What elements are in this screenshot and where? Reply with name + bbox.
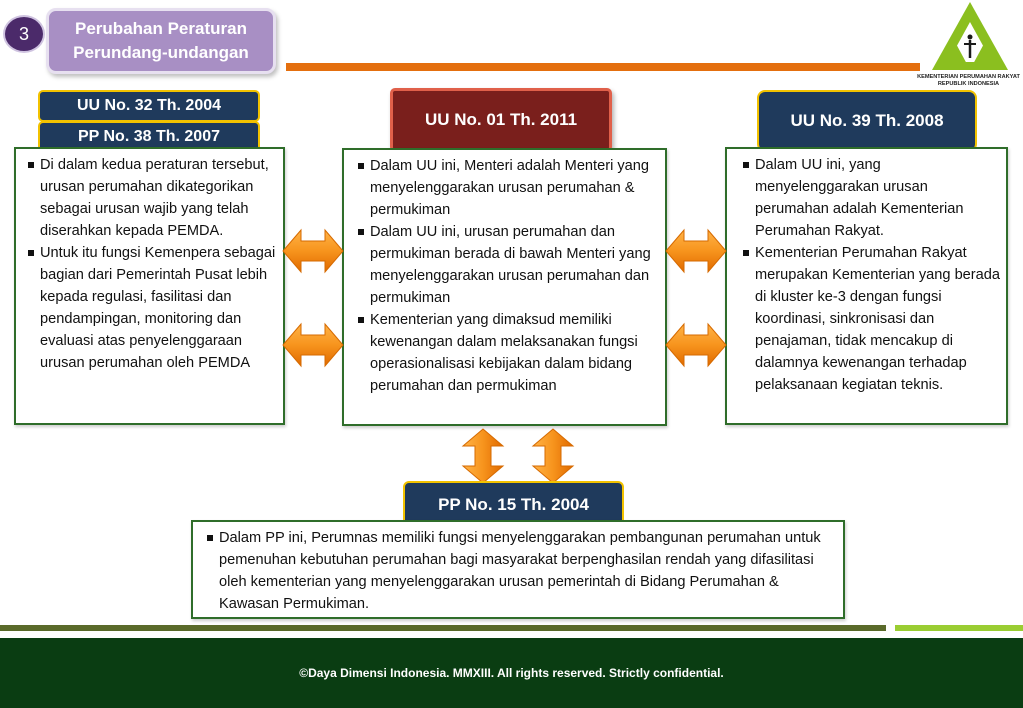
double-arrow-vertical-left-icon bbox=[461, 428, 505, 484]
title-divider-line bbox=[286, 63, 920, 71]
footer-copyright: ©Daya Dimensi Indonesia. MMXIII. All rights reserved. Strictly confidential. bbox=[299, 666, 724, 680]
slide-number: 3 bbox=[18, 23, 29, 44]
double-arrow-center-right-top-icon bbox=[664, 224, 728, 278]
footer-bar-green bbox=[895, 625, 1023, 631]
double-arrow-vertical-right-icon bbox=[531, 428, 575, 484]
center-item: Dalam UU ini, Menteri adalah Menteri yang menyelenggarakan urusan perumahan & permukiman bbox=[354, 155, 659, 221]
slide-number-badge bbox=[3, 15, 45, 53]
slide-title-line1: Perubahan Peraturan bbox=[75, 19, 247, 38]
right-content-box bbox=[725, 147, 1008, 425]
center-item: Dalam UU ini, urusan perumahan dan permukiman berada di bawah Menteri yang menyelenggarakan urusan perumahan dan permukiman bbox=[354, 221, 659, 309]
center-header-uu01 bbox=[390, 88, 612, 152]
bottom-header-text: PP No. 15 Th. 2004 bbox=[438, 495, 589, 514]
left-item: Untuk itu fungsi Kemenpera sebagai bagian dari Pemerintah Pusat lebih kepada regulasi, fasilitasi dan pendampingan, monitoring dan evaluasi atas penyelenggaraan urusan perumahan oleh PEMDA bbox=[24, 242, 277, 374]
left-header2-text: PP No. 38 Th. 2007 bbox=[78, 128, 220, 145]
center-header-text: UU No. 01 Th. 2011 bbox=[424, 110, 578, 129]
left-header1-text: UU No. 32 Th. 2004 bbox=[76, 97, 222, 114]
bottom-content-box bbox=[191, 520, 845, 619]
left-content-box bbox=[14, 147, 285, 425]
right-header-text: UU No. 39 Th. 2008 bbox=[790, 111, 944, 130]
footer bbox=[0, 638, 1023, 708]
right-item: Kementerian Perumahan Rakyat merupakan Kementerian yang berada di kluster ke-3 dengan fungsi koordinasi, sinkronisasi dan penajaman, tidak mencakup di dalamnya kewenangan terhadap pelaksanaan kegiatan teknis. bbox=[739, 242, 1000, 396]
left-header-uu32 bbox=[38, 90, 260, 122]
left-item: Di dalam kedua peraturan tersebut, urusan perumahan dikategorikan sebagai urusan wajib yang telah diserahkan kepada PEMDA. bbox=[24, 154, 277, 242]
double-arrow-left-center-top-icon bbox=[281, 224, 345, 278]
slide-title-box bbox=[46, 8, 276, 74]
right-item: Dalam UU ini, yang menyelenggarakan urusan perumahan adalah Kementerian Perumahan Rakyat. bbox=[739, 154, 1000, 242]
double-arrow-left-center-bottom-icon bbox=[281, 318, 345, 372]
center-item: Kementerian yang dimaksud memiliki kewenangan dalam melaksanakan fungsi operasionalisasi kebijakan dalam bidang perumahan dan permukiman bbox=[354, 309, 659, 397]
footer-bar-olive bbox=[0, 625, 886, 631]
ministry-logo-text bbox=[914, 74, 1023, 88]
slide-title-line2: Perundang-undangan bbox=[73, 43, 249, 62]
double-arrow-center-right-bottom-icon bbox=[664, 318, 728, 372]
bottom-item: Dalam PP ini, Perumnas memiliki fungsi menyelenggarakan pembangunan perumahan untuk pemenuhan kebutuhan perumahan bagi masyarakat berpenghasilan rendah yang difasilitasi oleh kementerian yang menyelenggarakan urusan pemerintah di Bidang Perumahan & Kawasan Permukiman. bbox=[203, 527, 837, 615]
center-content-box bbox=[342, 148, 667, 426]
logo-line1: KEMENTERIAN PERUMAHAN RAKYAT bbox=[917, 74, 1020, 80]
logo-line2: REPUBLIK INDONESIA bbox=[937, 81, 1000, 87]
right-header-uu39 bbox=[757, 90, 977, 152]
